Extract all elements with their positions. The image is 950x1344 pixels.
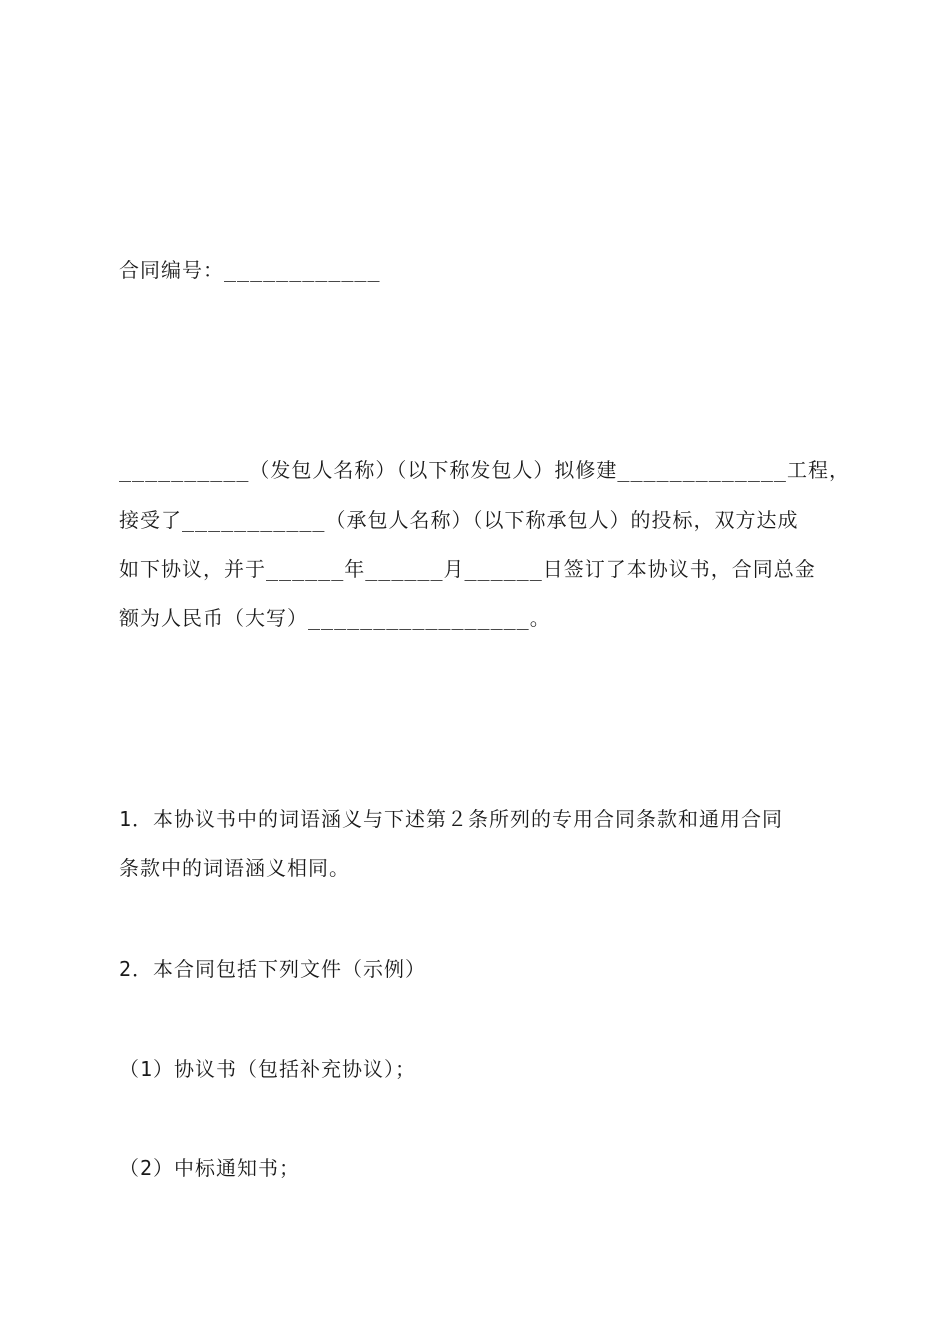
- list-item-1: （1）协议书（包括补充协议）；: [119, 1057, 417, 1081]
- contract-number-line: 合同编号：____________: [119, 258, 381, 282]
- intro-line-3: 如下协议，并于______年______月______日签订了本协议书，合同总金: [119, 557, 816, 581]
- intro-line-4: 额为人民币（大写）_________________。: [119, 606, 551, 630]
- clause-1-line-2: 条款中的词语涵义相同。: [119, 856, 350, 880]
- intro-line-1: __________（发包人名称）（以下称发包人）拟修建_____________工程，: [119, 458, 850, 482]
- clause-1-line-1: 1．本协议书中的词语涵义与下述第２条所列的专用合同条款和通用合同: [119, 807, 784, 831]
- intro-line-2: 接受了___________（承包人名称）（以下称承包人）的投标，双方达成: [119, 508, 799, 532]
- list-item-2: （2）中标通知书；: [119, 1156, 301, 1180]
- clause-2-heading: 2．本合同包括下列文件（示例）: [119, 957, 427, 981]
